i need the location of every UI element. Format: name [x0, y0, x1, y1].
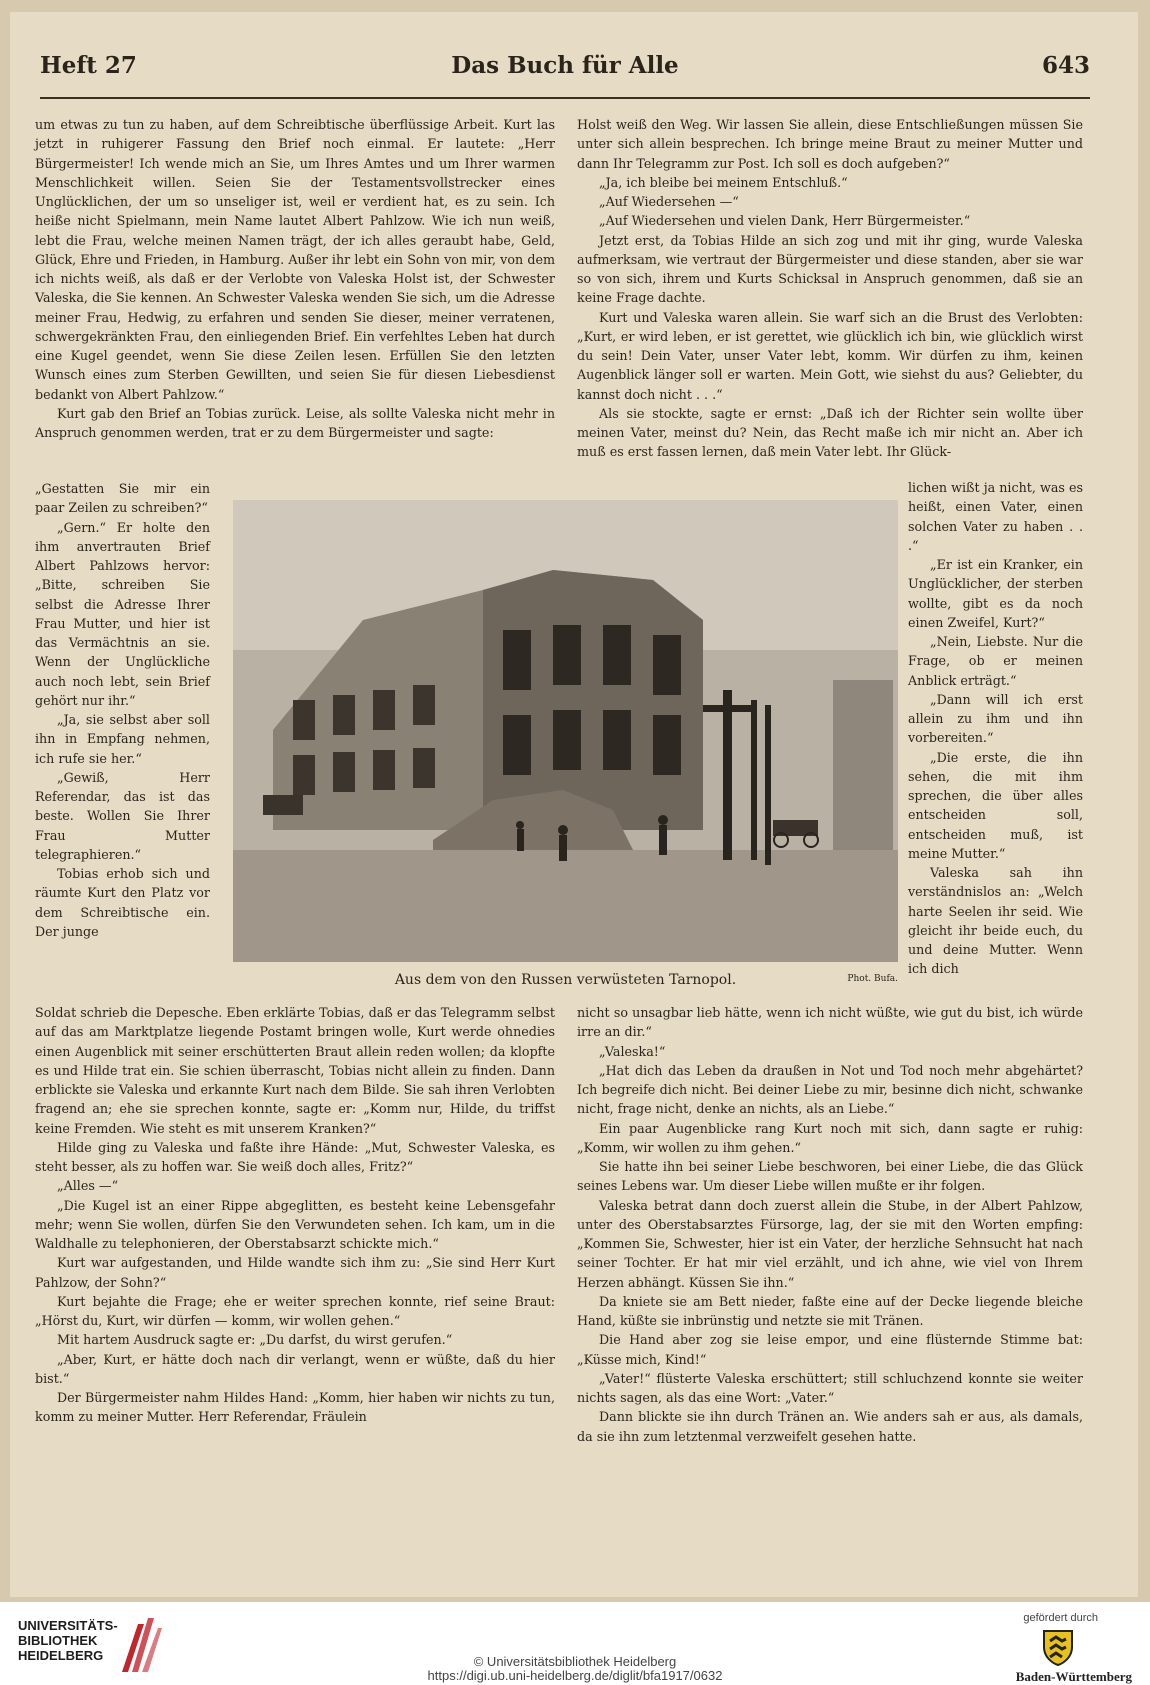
paragraph: „Dann will ich erst allein zu ihm und ihn vorbereiten.“ [908, 691, 1083, 746]
paragraph: „Alles —“ [57, 1178, 119, 1194]
paragraph: Tobias erhob sich und räumte Kurt den Platz vor dem Schreibtische ein. Der junge [35, 866, 210, 939]
paragraph: „Gern.“ Er holte den ihm anvertrauten Brief Albert Pahlzows hervor: „Bitte, schreiben Sie selbst die Adresse Ihrer Frau Mutter, und hier ist das Vermächtnis an sie. Wenn der Unglückliche auch noch lebt, sein Brief gehört nur ihr.“ [35, 519, 210, 708]
paragraph: um etwas zu tun zu haben, auf dem Schreibtische überflüssige Arbeit. Kurt las jetzt in ruhigerer Fassung den Brief noch einmal. Er lautete: „Herr Bürgermeister! Ich wende mich an Sie, um Ihres Amtes und um Ihrer warmen Menschlichkeit willen. Seien Sie der Testamentsvollstrecker eines Unglücklichen, der um so unseliger ist, weil er verdient hat, es zu sein. Ich heiße nicht Spielmann, mein Name lautet Albert Pahlzow. Wie ich nun weiß, lebt die Frau, welche meinen Namen trägt, der ich alles geraubt habe, Geld, Glück, Ehre und Frieden, in Hamburg. Außer ihr lebt ein Sohn von mir, von dem ich nichts weiß, als daß er der Verlobte von Valeska Holst ist, der Schwester Valeska, die Sie kennen. An Schwester Valeska wenden Sie sich, um die Adresse meiner Frau, Hedwig, zu erfahren und senden Sie dieser, meiner verratenen, schwergekränkten Frau, den einliegenden Brief. Ein verfehltes Leben hat durch eine Kugel geendet, wenn Sie diese Zeilen lesen. Erfüllen Sie den letzten Wunsch eines zum Sterben Gewillten, und seien Sie für diesen Liebesdienst bedankt von Albert Pahlzow.“ [35, 117, 555, 402]
viewer-footer [0, 1602, 1150, 1685]
paragraph: Holst weiß den Weg. Wir lassen Sie allein, diese Entschließungen müssen Sie unter sich allein besprechen. Ich bringe meine Braut zu meiner Mutter und dann Ihr Telegramm zur Post. Ich soll es doch aufgeben?“ [577, 117, 1083, 171]
paragraph: „Vater!“ flüsterte Valeska erschüttert; still schluchzend konnte sie weiter nichts sagen, als das eine Wort: „Vater.“ [577, 1370, 1083, 1405]
paragraph: Mit hartem Ausdruck sagte er: „Du darfst, du wirst gerufen.“ [57, 1332, 453, 1348]
paragraph: „Gestatten Sie mir ein paar Zeilen zu schreiben?“ [35, 481, 210, 516]
paragraph: Soldat schrieb die Depesche. Eben erklärte Tobias, daß er das Telegramm selbst auf das am Marktplatze liegende Postamt bringen wolle, Kurt werde ohnedies einen Augenblick mit seiner erschütterten Braut allein reden wollen; da klopfte es und Hilde trat ein. Sie schien überrascht, Tobias nicht allein zu finden. Dann erblickte sie Valeska und erkannte Kurt nach dem Bilde. Sie sah ihren Verlobten fragend an; ehe sie sprechen konnte, sagte er: „Komm nur, Hilde, du triffst keine Fremden. Wie steht es mit unserem Kranken?“ [35, 1005, 555, 1136]
paragraph: Die Hand aber zog sie leise empor, und eine flüsternde Stimme bat: „Küsse mich, Kind!“ [577, 1332, 1083, 1367]
paragraph: Der Bürgermeister nahm Hildes Hand: „Komm, hier haben wir nichts zu tun, komm zu meiner Mutter. Herr Referendar, Fräulein [35, 1390, 555, 1425]
right-column-top [577, 115, 1083, 462]
paragraph: „Auf Wiedersehen und vielen Dank, Herr Bürgermeister.“ [599, 213, 971, 229]
page-number: 643 [1041, 52, 1090, 79]
paragraph: „Hat dich das Leben da draußen in Not und Tod noch mehr abgehärtet? Ich begreife dich nicht. Bei deiner Liebe zu mir, besinne dich nicht, schwanke nicht, frage nicht, denke an nichts, als an Liebe.“ [577, 1062, 1083, 1117]
state-crest-icon [1038, 1627, 1078, 1667]
paragraph: Ein paar Augenblicke rang Kurt noch mit sich, dann sagte er ruhig: „Komm, wir wollen zu ihm gehen.“ [577, 1120, 1083, 1155]
paragraph: Valeska betrat dann doch zuerst allein die Stube, in der Albert Pahlzow, unter des Oberstabsarztes Fürsorge, lag, der sie mit den Worten empfing: „Kommen Sie, Schwester, hier ist ein Vater, der herzliche Sehnsucht hat nach seiner Tochter. Er hat mir viel erzählt, und ich ahne, wie viel von Ihrem Herzen abhängt. Küssen Sie ihn.“ [577, 1197, 1083, 1290]
paragraph: nicht so unsagbar lieb hätte, wenn ich nicht wüßte, wie gut du bist, ich würde irre an dir.“ [577, 1005, 1083, 1040]
paragraph: Da kniete sie am Bett nieder, faßte eine auf der Decke liegende bleiche Hand, küßte sie inbrünstig und netzte sie mit Tränen. [577, 1293, 1083, 1328]
paragraph: Hilde ging zu Valeska und faßte ihre Hände: „Mut, Schwester Valeska, es steht besser, als zu hoffen war. Sie weiß doch alles, Fritz?“ [35, 1139, 555, 1174]
paragraph: „Ja, sie selbst aber soll ihn in Empfang nehmen, ich rufe sie her.“ [35, 712, 210, 766]
left-column-bottom [35, 1003, 555, 1427]
paragraph: „Aber, Kurt, er hätte doch nach dir verlangt, wenn er wüßte, daß du hier bist.“ [35, 1351, 555, 1386]
paragraph: Kurt gab den Brief an Tobias zurück. Leise, als sollte Valeska nicht mehr in Anspruch genommen werden, trat er zu dem Bürgermeister und sagte: [35, 405, 555, 440]
paragraph: „Die Kugel ist an einer Rippe abgeglitten, es besteht keine Lebensgefahr mehr; wenn Sie wollen, dürfen Sie den Verwundeten sehen. Ich kam, um in die Waldhalle zu telephonieren, der Oberstabsarzt schickte mich.“ [35, 1197, 555, 1251]
library-name-line: HEIDELBERG [18, 1648, 104, 1663]
funded-by-label: gefördert durch [1023, 1612, 1098, 1624]
paragraph: Sie hatte ihn bei seiner Liebe beschworen, bei einer Liebe, die das Glück seines Lebens war. Um dieser Liebe willen mußte er ihr folgen. [577, 1159, 1083, 1194]
permalink[interactable]: https://digi.ub.uni-heidelberg.de/diglit/bfa1917/0632 [427, 1668, 723, 1683]
paragraph: Kurt bejahte die Frage; ehe er weiter sprechen konnte, rief seine Braut: „Hörst du, Kurt, wir dürfen — komm, wir wollen gehen.“ [35, 1293, 555, 1328]
paragraph: Kurt war aufgestanden, und Hilde wandte sich ihm zu: „Sie sind Herr Kurt Pahlzow, der Sohn?“ [35, 1255, 555, 1290]
paragraph: „Gewiß, Herr Referendar, das ist das beste. Wollen Sie Ihrer Frau Mutter telegraphieren.“ [35, 769, 210, 862]
paragraph: Kurt und Valeska waren allein. Sie warf sich an die Brust des Verlobten: „Kurt, er wird leben, er ist gerettet, wie glücklich ich bin, wie glücklich wirst du sein! Dein Vater, unser Vater lebt, komm. Wir dürfen zu ihm, keinen Augenblick länger soll er warten. Mein Gott, wie siehst du aus? Geliebter, du kannst doch nicht . . .“ [577, 309, 1083, 402]
ruined-building-photo [233, 500, 898, 962]
library-name-line: BIBLIOTHEK [18, 1633, 98, 1648]
paragraph: „Auf Wiedersehen —“ [599, 194, 739, 209]
paragraph: „Er ist ein Kranker, ein Unglücklicher, der sterben wollte, gibt es da noch einen Zweifel, Kurt?“ [908, 557, 1083, 630]
paragraph: „Valeska!“ [599, 1043, 666, 1059]
photo-caption [233, 972, 898, 992]
paragraph: „Die erste, die ihn sehen, die mit ihm sprechen, die über alles entscheiden soll, entscheiden muß, ist meine Mutter.“ [908, 749, 1083, 861]
paragraph: lichen wißt ja nicht, was es heißt, einen Vater, einen solchen Vater zu haben . . .“ [908, 480, 1083, 553]
magazine-title: Das Buch für Alle [451, 52, 679, 79]
paragraph: Dann blickte sie ihn durch Tränen an. Wie anders sah er aus, als damals, da sie ihn zum letztenmal verzweifelt gesehen hatte. [577, 1409, 1083, 1444]
copyright-notice: © Universitätsbibliothek Heidelberg [473, 1654, 677, 1669]
paragraph: „Nein, Liebste. Nur die Frage, ob er meinen Anblick erträgt.“ [908, 634, 1083, 688]
right-column-narrow [908, 478, 1083, 979]
paragraph: Valeska sah ihn verständnislos an: „Welch harte Seelen ihr seid. Wie gleicht ihr beide euch, du und deine Mutter. Wenn ich dich [908, 865, 1083, 977]
paragraph: Als sie stockte, sagte er ernst: „Daß ich der Richter sein wollte über meinen Vater, meinst du? Nein, das Recht maße ich mir nicht an. Aber ich muß es erst fassen lernen, daß mein Vater lebt. Ihr Glück- [577, 405, 1083, 460]
right-column-bottom [577, 1003, 1083, 1446]
left-column-top [35, 115, 555, 442]
paragraph: Jetzt erst, da Tobias Hilde an sich zog und mit ihr ging, wurde Valeska aufmerksam, wie vertraut der Bürgermeister und diese standen, aber sie war so von sich, ihrem und Kurts Schicksal in Anspruch genommen, daß sie an keine Frage dachte. [577, 232, 1083, 306]
left-column-narrow [35, 479, 210, 941]
issue-label: Heft 27 [40, 52, 137, 79]
library-name-line: UNIVERSITÄTS- [18, 1618, 118, 1633]
photo-credit: Phot. Bufa. [847, 974, 898, 984]
page-header [40, 52, 1090, 96]
photo-illustration [233, 500, 898, 962]
caption-text: Aus dem von den Russen verwüsteten Tarnopol. [394, 972, 737, 988]
header-rule [40, 97, 1090, 99]
state-name: Baden-Württemberg [1015, 1669, 1132, 1684]
paragraph: „Ja, ich bleibe bei meinem Entschluß.“ [599, 174, 848, 190]
